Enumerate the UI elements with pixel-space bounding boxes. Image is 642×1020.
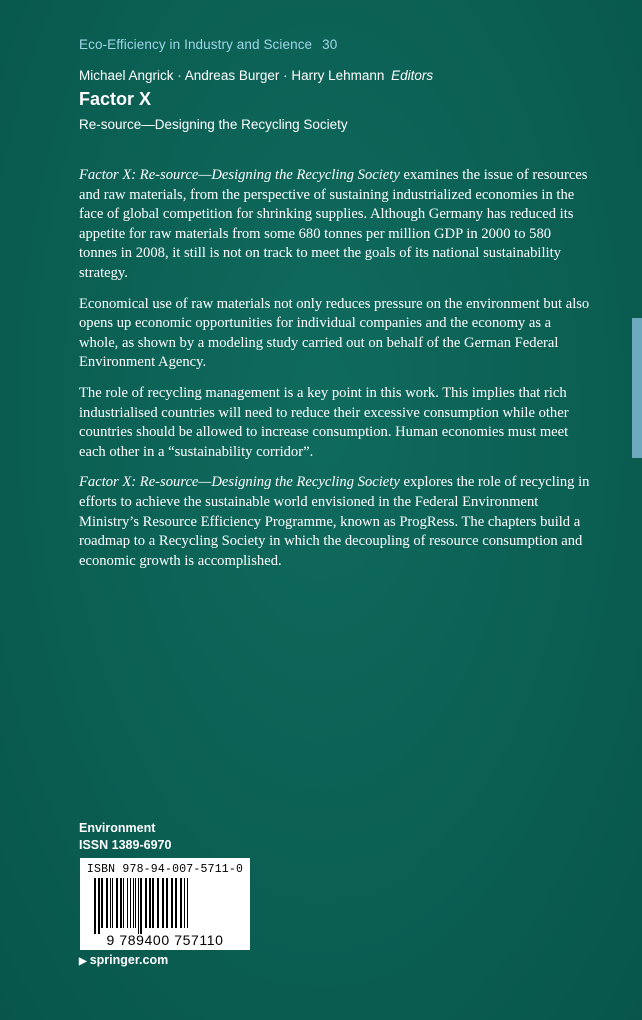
blurb-paragraph-1 xyxy=(79,166,591,284)
blurb-paragraph-4 xyxy=(79,473,591,571)
barcode-bar xyxy=(106,878,108,928)
issn-label: ISSN 1389-6970 xyxy=(79,838,172,852)
subject-label: Environment xyxy=(79,821,156,835)
editors-line xyxy=(79,68,433,83)
isbn-label: ISBN 978-94-007-5711-0 xyxy=(86,863,244,876)
barcode-bar xyxy=(138,878,139,934)
barcode-bar xyxy=(94,878,96,934)
subject-block xyxy=(79,820,171,854)
barcode-bar xyxy=(116,878,118,928)
blurb-p1-text: examines the issue of resources and raw materials, from the perspective of sustaining industrialized economies in the face of global competition for shrinking supplies. Although Germany has reduced its appetite for raw materials from some 680 tonnes per million GDP in 2000 to 580 tonnes in 2008, it still is not on track to meet the goals of its national sustainability strategy. xyxy=(79,167,588,281)
book-title: Factor X xyxy=(79,89,152,109)
barcode-bar xyxy=(123,878,124,928)
barcode-bar xyxy=(157,878,159,928)
arrow-right-icon: ▶ xyxy=(79,956,87,967)
barcode-bar xyxy=(127,878,128,928)
isbn-digits: 9 789400 757110 xyxy=(106,932,224,948)
barcode-bar xyxy=(145,878,147,928)
blurb-paragraph-3: The role of recycling management is a key point in this work. This implies that rich industrialised countries will need to reduce their excessive consumption while other countries should be allowed to increase consumption. Human economies must meet each other in a “sustainability corridor”. xyxy=(79,384,569,460)
barcode-bar xyxy=(133,878,134,928)
isbn-barcode xyxy=(80,858,250,950)
blurb-p4-text: explores the role of recycling in efforts to achieve the sustainable world envisioned in the Federal Environment Ministry’s Resource Efficiency Programme, known as ProgRess. The chapters build a roadmap to a Recycling Society in which the decoupling of resource consumption and economic growth is accomplished. xyxy=(79,474,590,569)
barcode-bar xyxy=(98,878,100,934)
barcode-bar xyxy=(135,878,136,928)
barcode-bar xyxy=(187,878,188,928)
publisher-link-text: springer.com xyxy=(89,953,169,967)
barcode-bar xyxy=(110,878,111,928)
barcode-bar xyxy=(171,878,173,928)
barcode-bar xyxy=(166,878,168,928)
blurb-p4-title: Factor X: Re-source—Designing the Recycling Society xyxy=(79,474,400,491)
barcode-bar xyxy=(152,878,154,928)
barcode-bar xyxy=(120,878,122,928)
barcode-bar xyxy=(162,878,164,928)
barcode-bar xyxy=(180,878,182,928)
editor-names: Michael Angrick · Andreas Burger · Harry Lehmann xyxy=(79,68,385,83)
barcode-bar xyxy=(130,878,131,928)
book-subtitle: Re-source—Designing the Recycling Society xyxy=(79,117,348,132)
side-color-tab xyxy=(632,318,642,458)
back-cover-blurb xyxy=(79,166,591,582)
series-number: 30 xyxy=(322,37,338,52)
publisher-link[interactable] xyxy=(79,953,168,967)
barcode-bar xyxy=(184,878,185,928)
barcode-bar xyxy=(112,878,113,928)
barcode-bar xyxy=(101,878,103,928)
blurb-p1-title: Factor X: Re-source—Designing the Recycling Society xyxy=(79,167,400,183)
barcode-bar xyxy=(149,878,151,928)
barcode-bar xyxy=(175,878,177,928)
blurb-paragraph-2: Economical use of raw materials not only reduces pressure on the environment but also opens up economic opportunities for individual companies and the economy as a whole, as shown by a modeling study carried out on behalf of the German Federal Environment Agency. xyxy=(79,295,590,371)
barcode-bar xyxy=(140,878,142,934)
series-name: Eco-Efficiency in Industry and Science xyxy=(79,37,313,52)
editors-role: Editors xyxy=(391,68,434,83)
series-line xyxy=(79,37,337,52)
barcode-bars xyxy=(92,878,238,934)
